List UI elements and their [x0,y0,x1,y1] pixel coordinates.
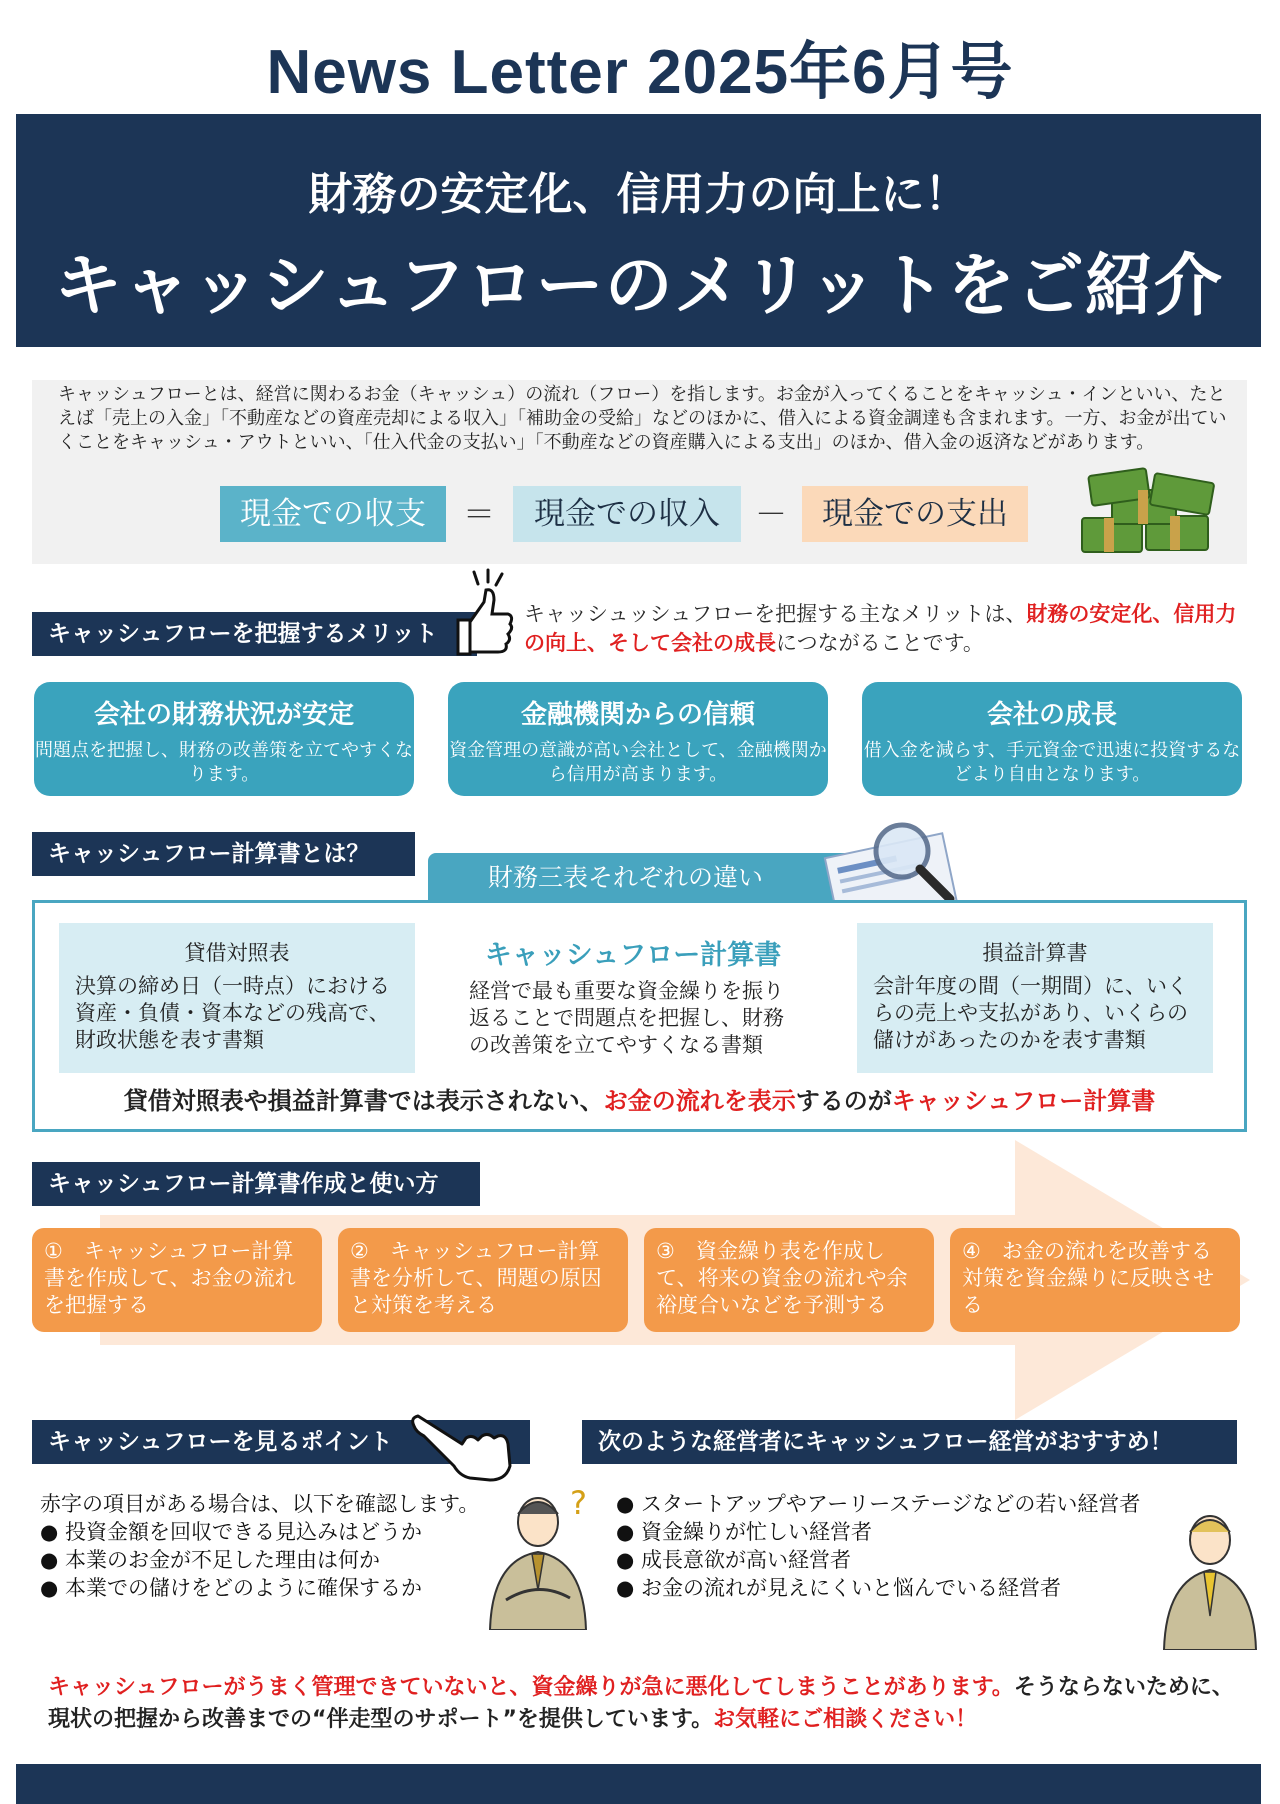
recommend-item: ● お金の流れが見えにくいと悩んでいる経営者 [616,1576,1061,1600]
equation-income: 現金での収入 [513,486,741,542]
comparison-column [453,923,813,1073]
benefit-card-desc: 借入金を減らす、手元資金で迅速に投資するなどより自由となります。 [863,740,1241,785]
benefit-card [448,682,828,796]
comparison-summary [35,1081,1244,1116]
section-heading-points: キャッシュフローを見るポイント [32,1420,530,1464]
process-step: ② キャッシュフロー計算書を分析して、問題の原因と対策を考える [338,1228,628,1332]
comparison-column-body: 決算の締め日（一時点）における資産・負債・資本などの残高で、財政状態を表す書類 [75,974,390,1052]
points-item: ● 投資金額を回収できる見込みはどうか [40,1520,422,1544]
comparison-column-body: 経営で最も重要な資金繰りを振り返ることで問題点を把握し、財務の改善策を立てやすくなる書類 [469,979,784,1057]
section-heading-recommend: 次のような経営者にキャッシュフロー経営がおすすめ！ [582,1420,1237,1464]
comparison-column [857,923,1213,1073]
benefit-card [34,682,414,796]
equation-expense: 現金での支出 [802,486,1028,542]
section-heading-benefits: キャッシュフローを把握するメリット [32,612,477,656]
benefit-card-title: 金融機関からの信頼 [520,700,755,730]
intro-panel [32,380,1247,564]
pointing-hand-icon [410,1404,520,1484]
comparison-panel [32,900,1247,1132]
recommend-item: ● 資金繰りが忙しい経営者 [616,1520,872,1544]
hero-banner [16,114,1261,347]
comparison-column [59,923,415,1073]
benefits-lead-highlight: 財務の安定化、信用力の向上、そして会社の成長 [524,602,1237,655]
comparison-column-title: キャッシュフロー計算書 [484,940,782,971]
benefit-card-title: 会社の財務状況が安定 [93,700,354,730]
thinking-businessman-icon [470,1480,610,1630]
benefit-card-desc: 問題点を把握し、財務の改善策を立てやすくなります。 [35,740,413,785]
equation-equals: ＝ [462,495,495,533]
thumbs-up-icon [452,568,516,658]
points-intro: 赤字の項目がある場合は、以下を確認します。 [40,1492,480,1516]
summary-text: 貸借対照表や損益計算書では表示されない、 [123,1087,604,1115]
section-heading-usage: キャッシュフロー計算書作成と使い方 [32,1162,480,1206]
points-item: ● 本業のお金が不足した理由は何か [40,1548,380,1572]
hero-subtitle: 財務の安定化、信用力の向上に！ [308,169,969,220]
summary-highlight-end: キャッシュフロー計算書 [891,1087,1156,1115]
benefits-lead [524,600,1244,658]
footer-bar [16,1764,1261,1804]
process-step: ③ 資金繰り表を作成して、将来の資金の流れや余裕度合いなどを予測する [644,1228,934,1332]
closing-cta: お気軽にご相談ください！ [713,1707,978,1732]
process-step: ① キャッシュフロー計算書を作成して、お金の流れを把握する [32,1228,322,1332]
newsletter-title: News Letter 2025年6月号 [266,38,1014,107]
intro-text: キャッシュフローとは、経営に関わるお金（キャッシュ）の流れ（フロー）を指します。お金が入ってくることをキャッシュ・インといい、たとえば「売上の入金」「不動産などの資産売却による収入」「補助金の受給」などのほかに、借入による資金調達も含まれます。一方、お金が出ていくことをキャッシュ・アウトといい、「仕入代金の支払い」「不動産などの資産購入による支出」のほか、借入金の返済などがあります。 [58,384,1227,453]
equation-result: 現金での収支 [220,486,446,542]
points-item: ● 本業での儲けをどのように確保するか [40,1576,422,1600]
closing-text: そうならないために、現状の把握から改善までの“伴走型のサポート”を提供しています。 [48,1675,1234,1732]
money-stack-icon [1072,466,1222,561]
benefits-lead-text-end: につながることです。 [776,631,984,655]
summary-highlight: お金の流れを表示 [603,1087,796,1115]
svg-text:?: ? [570,1484,587,1522]
closing-message [48,1672,1238,1736]
recommend-list [616,1490,1236,1602]
comparison-column-title: 損益計算書 [982,941,1088,965]
benefit-card [862,682,1242,796]
benefits-lead-text: キャッシュッシュフローを把握する主なメリットは、 [524,602,1027,626]
process-step: ④ お金の流れを改善する対策を資金繰りに反映させる [950,1228,1240,1332]
comparison-column-body: 会計年度の間（一期間）に、いくらの売上や支払があり、いくらの儲けがあったのかを表す書類 [873,974,1188,1052]
equation-minus: － [754,495,787,533]
comparison-tab-label: 財務三表それぞれの違い [428,853,904,903]
summary-text-mid: するのが [795,1087,892,1115]
hero-title: キャッシュフローのメリットをご紹介 [54,247,1223,326]
closing-highlight: キャッシュフローがうまく管理できていないと、資金繰りが急に悪化してしまうことがあります。 [48,1675,1014,1700]
comparison-column-title: 貸借対照表 [184,941,290,965]
confident-businessman-icon [1160,1500,1260,1650]
benefit-card-title: 会社の成長 [986,700,1117,730]
recommend-item: ● スタートアップやアーリーステージなどの若い経営者 [616,1492,1141,1516]
recommend-item: ● 成長意欲が高い経営者 [616,1548,851,1572]
benefit-card-desc: 資金管理の意識が高い会社として、金融機関から信用が高まります。 [449,740,827,785]
section-heading-statement: キャッシュフロー計算書とは？ [32,832,415,876]
